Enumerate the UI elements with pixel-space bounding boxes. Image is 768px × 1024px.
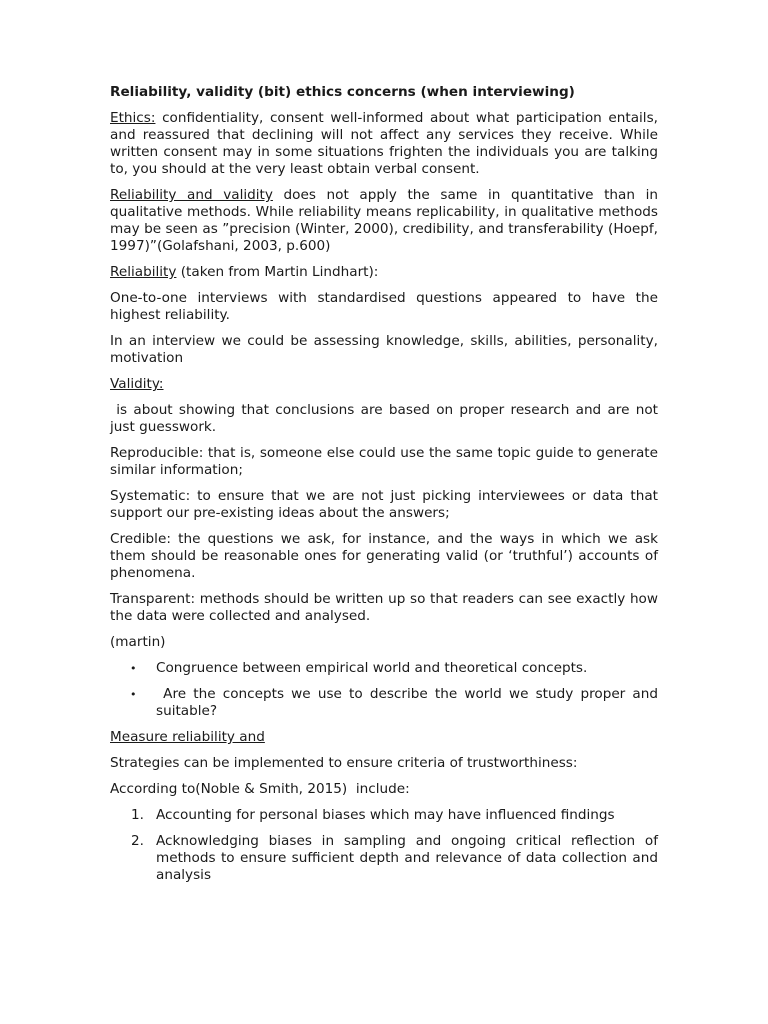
validity-heading: Validity: xyxy=(110,376,164,392)
validity-heading-paragraph xyxy=(110,376,658,393)
document-page xyxy=(110,84,663,893)
validity-paragraph-transparent: Transparent: methods should be written up so that readers can see exactly how the data were collected and analysed. xyxy=(110,591,658,624)
measure-heading-paragraph xyxy=(110,729,658,746)
reliability-paragraph-1: One-to-one interviews with standardised questions appeared to have the highest reliability. xyxy=(110,290,658,323)
measure-paragraph-according: According to(Noble & Smith, 2015) include: xyxy=(110,781,410,797)
validity-paragraph-credible: Credible: the questions we ask, for instance, and the ways in which we ask them should be reasonable ones for generating valid (or ‘truthful’) accounts of phenomena. xyxy=(110,531,658,581)
bullet-text: Are the concepts we use to describe the world we study proper and suitable? xyxy=(156,686,663,719)
reliability-validity-text: does not apply the same in quantitative than in qualitative methods. While reliability means replicability, in qualitative methods may be seen as ”precision (Winter, 2000), credibility, and transferability (Hoepf, 1997)”(Golafshani, 2003, p.600) xyxy=(110,187,658,254)
ethics-text: confidentiality, consent well-informed about what participation entails, and reassured that declining will not affect any services they receive. While written consent may in some situations frighten the individuals you are talking to, you should at the very least obtain verbal consent. xyxy=(110,110,658,177)
validity-paragraph-1: is about showing that conclusions are based on proper research and are not just guesswork. xyxy=(110,402,663,435)
reliability-validity-heading: Reliability and validity xyxy=(110,187,273,203)
validity-paragraph-systematic: Systematic: to ensure that we are not just picking interviewees or data that support our pre-existing ideas about the answers; xyxy=(110,488,658,521)
measure-paragraph-strategies: Strategies can be implemented to ensure criteria of trustworthiness: xyxy=(110,755,578,771)
list-item xyxy=(110,807,658,824)
measure-numbered-list xyxy=(110,807,658,884)
measure-heading: Measure reliability and xyxy=(110,729,265,745)
reliability-validity-paragraph xyxy=(110,187,658,255)
list-item xyxy=(110,660,658,677)
validity-bullet-list xyxy=(110,660,663,720)
list-text: Accounting for personal biases which may have influenced findings xyxy=(156,807,615,823)
list-text: Acknowledging biases in sampling and ongoing critical reflection of methods to ensure sufficient depth and relevance of data collection and analysis xyxy=(156,833,658,883)
list-item xyxy=(110,686,663,720)
ethics-paragraph xyxy=(110,110,658,178)
bullet-marker: • xyxy=(130,688,137,701)
list-number: 2. xyxy=(131,833,144,849)
reliability-heading-paragraph xyxy=(110,264,658,281)
ethics-heading: Ethics: xyxy=(110,110,156,126)
validity-paragraph-source: (martin) xyxy=(110,634,166,650)
bullet-text: Congruence between empirical world and theoretical concepts. xyxy=(156,660,588,676)
list-item xyxy=(110,833,658,884)
list-number: 1. xyxy=(131,807,144,823)
reliability-paragraph-2: In an interview we could be assessing knowledge, skills, abilities, personality, motivation xyxy=(110,333,658,366)
validity-paragraph-reproducible: Reproducible: that is, someone else could use the same topic guide to generate similar information; xyxy=(110,445,658,478)
document-title: Reliability, validity (bit) ethics concerns (when interviewing) xyxy=(110,84,575,100)
reliability-heading: Reliability xyxy=(110,264,177,280)
bullet-marker: • xyxy=(130,662,137,675)
reliability-source: (taken from Martin Lindhart): xyxy=(176,264,379,280)
